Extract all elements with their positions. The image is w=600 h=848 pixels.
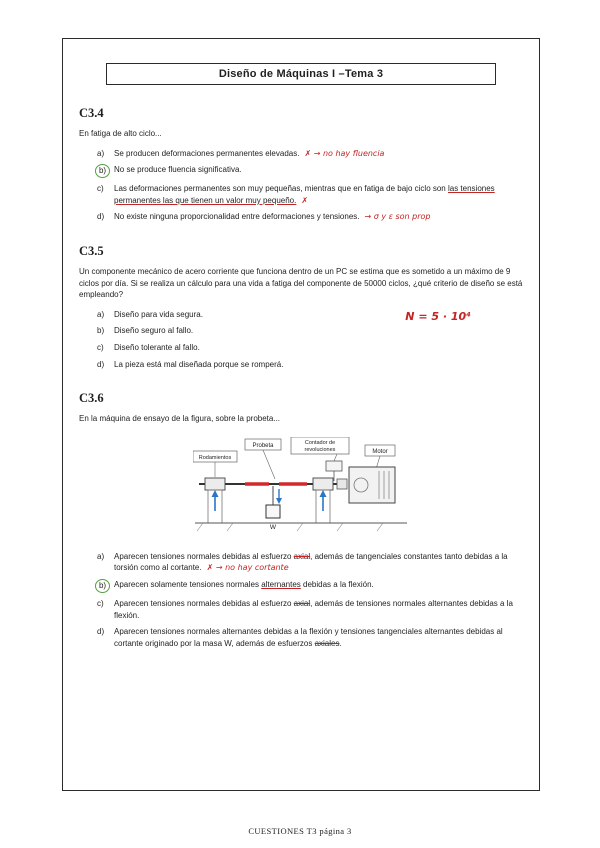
- question-intro: Un componente mecánico de acero corriente que funciona dentro de un PC se estima que es sometido a un máximo de 9 ciclos por día. Si se realiza un cálculo para una vida a fatiga del componente de 50000 ciclos, ¿qué criterio de diseño se está empleando?: [79, 266, 523, 300]
- option-letter: [97, 359, 114, 371]
- option-c: [97, 342, 523, 354]
- option-text: [114, 598, 523, 621]
- option-letter-text: c): [97, 184, 104, 194]
- motor-body: [349, 467, 395, 503]
- option-text: [114, 551, 523, 574]
- handwritten-note: ✗ → no hay fluencia: [304, 148, 385, 158]
- option-a: [97, 148, 523, 160]
- option-text-main: No existe ninguna proporcionalidad entre deformaciones y tensiones.: [114, 212, 360, 222]
- option-letter-text: a): [97, 309, 105, 319]
- bearing-right: [313, 478, 333, 490]
- green-circle-mark: b): [95, 164, 110, 178]
- up-arrow-left: [212, 490, 219, 497]
- option-letter-text: d): [97, 627, 105, 637]
- hanging-weight: [266, 505, 280, 518]
- option-letter: [97, 183, 114, 206]
- bearings-label: Rodamientos: [198, 454, 232, 461]
- option-text-main: Se producen deformaciones permanentes elevadas.: [114, 148, 300, 158]
- option-letter-text: b): [97, 326, 105, 336]
- option-letter: [97, 342, 114, 354]
- option-text-main: Las deformaciones permanentes son muy pequeñas, mientras que en fatiga de bajo ciclo son: [114, 184, 448, 194]
- probeta-label: Probeta: [252, 442, 274, 449]
- option-text: [114, 148, 523, 160]
- option-letter-text: d): [97, 359, 105, 369]
- option-text-main: No se produce fluencia significativa.: [114, 165, 242, 175]
- option-text: [114, 211, 523, 223]
- question-c3-5: [79, 244, 523, 370]
- option-d: [97, 211, 523, 223]
- option-b: [97, 579, 523, 593]
- red-underlined-text: las tensiones permanentes las que tienen un valor muy pequeño.: [114, 184, 495, 205]
- option-text-cont: , además de tangenciales constantes tanto debidas a la torsión como al cortante.: [114, 551, 508, 573]
- option-text: [114, 359, 523, 371]
- page-border: [62, 38, 540, 791]
- option-text-main: Diseño para vida segura.: [114, 309, 203, 319]
- option-letter-text: d): [97, 212, 105, 222]
- red-struck-word: axial: [293, 598, 311, 608]
- option-letter-text: c): [97, 342, 104, 352]
- options-list: [97, 551, 523, 650]
- option-text-cont: debidas a la flexión.: [300, 579, 374, 589]
- option-letter: [97, 325, 114, 337]
- question-c3-6: [79, 391, 523, 649]
- option-letter-text: a): [97, 148, 105, 158]
- option-text-main: Diseño seguro al fallo.: [114, 326, 194, 336]
- option-letter: [97, 579, 114, 593]
- option-text-main: Aparecen tensiones normales debidas al esfuerzo: [114, 598, 294, 608]
- handwritten-cycles-note: N = 5 · 10⁴: [405, 309, 471, 323]
- option-text: [114, 342, 523, 354]
- option-letter: [97, 626, 114, 649]
- option-letter: [97, 309, 114, 321]
- motor-label: Motor: [372, 448, 388, 455]
- handwritten-cross: ✗: [301, 195, 309, 205]
- question-id: C3.5: [79, 243, 104, 258]
- option-text: [114, 579, 523, 593]
- red-struck-word: axial: [293, 551, 311, 561]
- option-text-cont: .: [339, 638, 342, 648]
- option-text-main: Diseño tolerante al fallo.: [114, 342, 200, 352]
- option-d: [97, 626, 523, 649]
- question-intro: En la máquina de ensayo de la figura, sobre la probeta...: [79, 414, 281, 424]
- question-intro: En fatiga de alto ciclo...: [79, 129, 162, 138]
- option-text-main: Aparecen tensiones normales alternantes debidas a la flexión y tensiones tangenciales alternantes debidas al cortante originado por la masa W, además de esfuerzos: [114, 627, 503, 648]
- option-d: [97, 359, 523, 371]
- option-c: [97, 183, 523, 206]
- option-letter: [97, 148, 114, 160]
- counter-label-line1: Contador de: [304, 439, 336, 446]
- option-letter: [97, 164, 114, 178]
- question-id: C3.4: [79, 106, 104, 120]
- option-text-main: Aparecen solamente tensiones normales: [114, 579, 262, 589]
- option-letter: [97, 551, 114, 574]
- bearing-left: [205, 478, 225, 490]
- options-list: [97, 148, 523, 223]
- option-letter-text: a): [97, 551, 105, 561]
- page-footer: CUESTIONES T3 página 3: [248, 826, 352, 836]
- option-text: [114, 164, 523, 178]
- red-underlined-word: alternantes: [261, 579, 301, 589]
- handwritten-note: ✗ → no hay cortante: [206, 563, 289, 573]
- option-text-main: Aparecen tensiones normales debidas al esfuerzo: [114, 551, 294, 561]
- page-title: Diseño de Máquinas I –Tema 3: [106, 63, 496, 85]
- fatigue-machine-figure: [193, 437, 409, 543]
- option-letter-text: c): [97, 598, 104, 608]
- down-arrow-load: [276, 498, 282, 504]
- option-text: [114, 626, 523, 649]
- question-id: C3.6: [79, 391, 104, 406]
- option-b: [97, 164, 523, 178]
- red-struck-word: axiales: [314, 638, 340, 648]
- option-c: [97, 598, 523, 621]
- option-text-main: La pieza está mal diseñada porque se romperá.: [114, 359, 284, 369]
- option-text-cont: , además de tensiones normales alternantes debidas a la flexión.: [114, 598, 513, 620]
- weight-label: W: [269, 523, 277, 531]
- option-letter: [97, 211, 114, 223]
- option-letter: [97, 598, 114, 621]
- option-b: [97, 325, 523, 337]
- handwritten-note: → σ y ε son prop: [364, 212, 431, 222]
- question-c3-4: [79, 106, 523, 223]
- option-text: [114, 325, 523, 337]
- coupling: [337, 479, 347, 489]
- counter-label-line2: revoluciones: [304, 446, 336, 453]
- green-circle-mark: b): [95, 579, 110, 593]
- up-arrow-right: [320, 490, 327, 497]
- option-text: [114, 183, 523, 206]
- revolution-counter: [326, 461, 342, 471]
- option-a: [97, 551, 523, 574]
